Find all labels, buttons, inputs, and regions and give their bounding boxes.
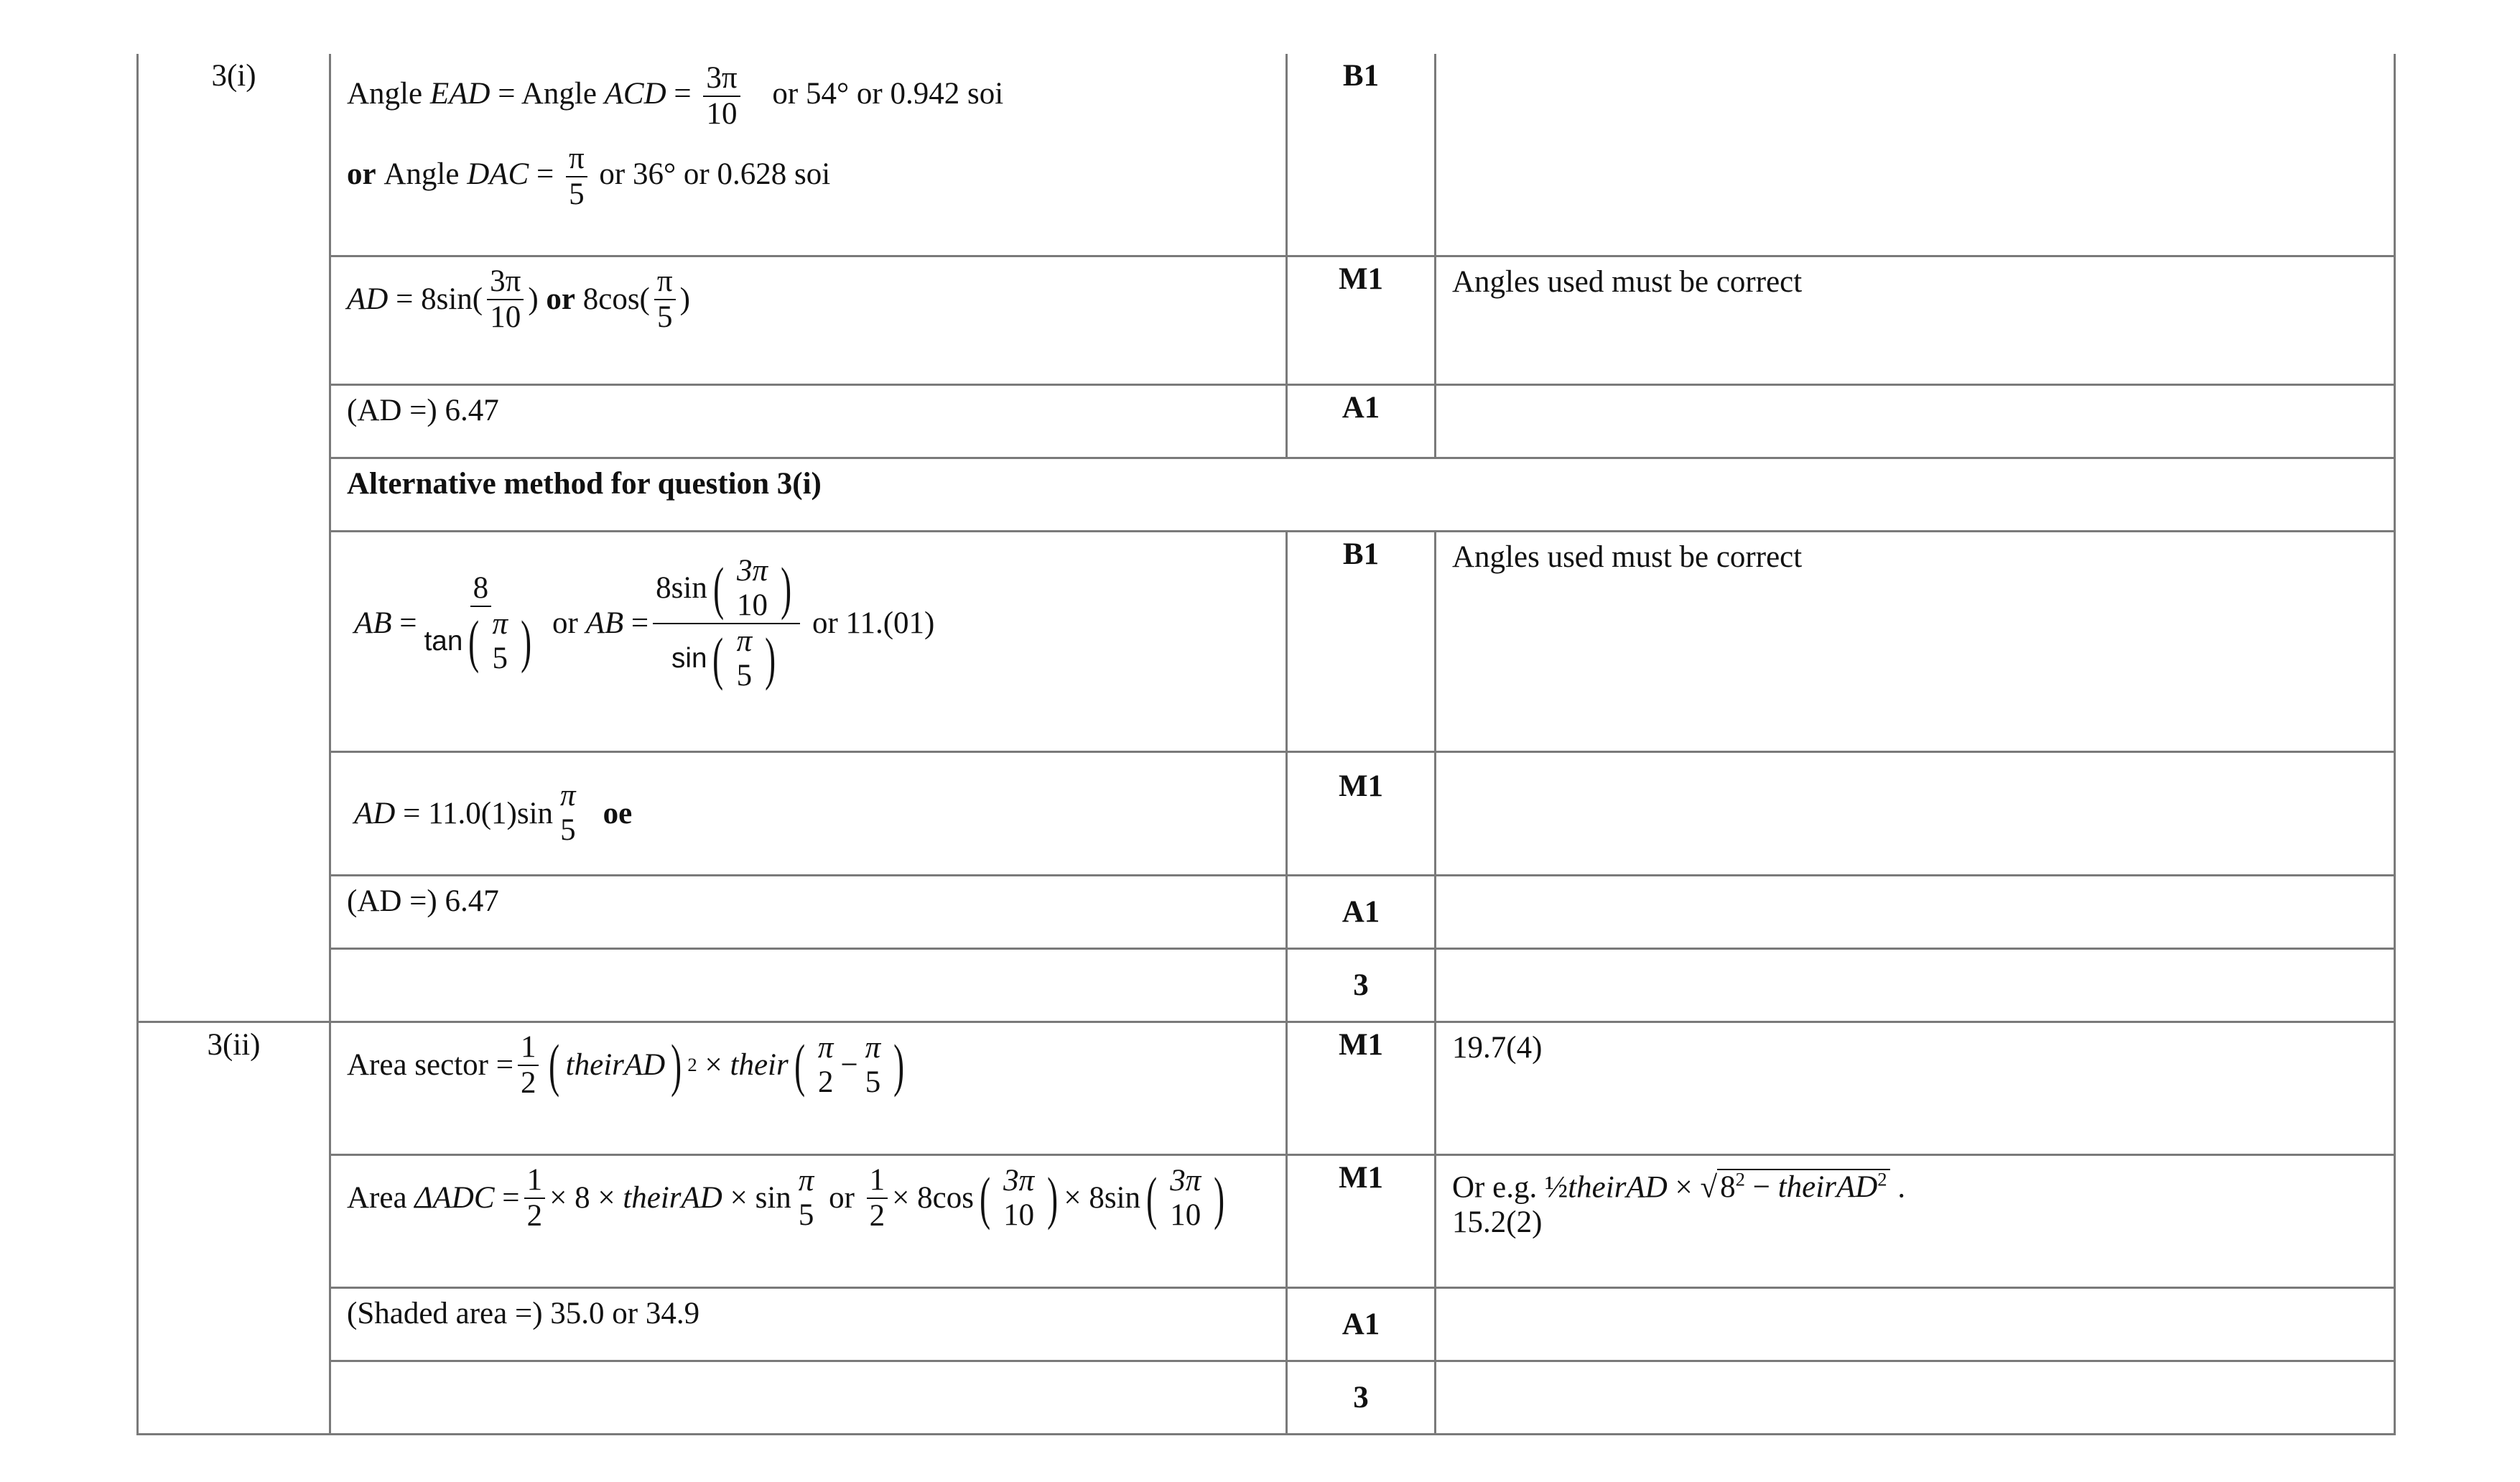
guidance-cell [1436,1361,2395,1434]
mark-scheme-table [136,54,2396,1435]
answer-cell [330,1154,1287,1287]
fraction: 8 tan ( π 5 ) [424,570,532,675]
guidance-cell [1436,384,2395,458]
answer-line: Area sector = $\frac{1}{2}$ ( theirAD ) 2 × their ( π 2 − π 5 ) [347,1029,905,1100]
answer-cell [330,256,1287,384]
mark-total: 3 [1287,1361,1436,1434]
answer-line: AD = 8sin( $\frac{3\pi}{10}$ ) or 8cos( $\frac{\pi}{5}$ ) [347,264,690,334]
mark-cell: M1 [1287,1022,1436,1154]
guidance-cell: Angles used must be correct [1436,256,2395,384]
question-label: 3(ii) [207,1027,261,1062]
fraction: $\frac{1}{2}$ [524,1163,546,1233]
fraction: π 5 [798,1163,814,1232]
answer-line: Area ΔADC = $\frac{1}{2}$ × 8 × theirAD × sin π 5 or $\frac{1}{2}$ × 8cos ( 3π 10 ) × 8sin ( 3π 10 ) [347,1162,1225,1233]
question-number [138,1022,330,1434]
alternative-method-heading: Alternative method for question 3(i) [330,458,2395,531]
guidance-cell [1436,54,2395,256]
answer-line: Angle EAD = Angle ACD = $\frac{3\pi}{10}$ or 54° or 0.942 soi [347,61,1004,131]
answer-cell [330,948,1287,1022]
table-row [138,1287,2395,1361]
guidance-line: Or e.g. ½theirAD × $√8^2$ − theirAD$^2$ . [1452,1168,1906,1204]
table-row [138,1154,2395,1287]
fraction: $\frac{1}{2}$ [867,1163,888,1233]
table-row [138,256,2395,384]
table-row [138,458,2395,531]
question-label: 3(i) [211,59,256,93]
answer-cell [330,1022,1287,1154]
table-row [138,384,2395,458]
table-row [138,948,2395,1022]
fraction: $\frac{\pi}{5}$ [566,142,587,212]
table-row [138,751,2395,875]
table-row [138,1022,2395,1154]
mark-cell: M1 [1287,1154,1436,1287]
fraction: $\frac{3\pi}{10}$ [703,61,740,131]
table-row [138,875,2395,948]
mark-cell: B1 [1287,54,1436,256]
fraction: π 5 [865,1030,881,1099]
table-row [138,54,2395,256]
answer-cell [330,531,1287,751]
guidance-cell [1436,1287,2395,1361]
guidance-cell [1436,751,2395,875]
guidance-cell: 19.7(4) [1436,1022,2395,1154]
mark-cell: M1 [1287,256,1436,384]
fraction: $\frac{\pi}{5}$ [654,264,676,335]
answer-cell [330,54,1287,256]
answer-line: or Angle DAC = $\frac{\pi}{5}$ or 36° or 0.628 soi [347,142,831,212]
fraction: π 2 [817,1030,834,1099]
guidance-cell [1436,875,2395,948]
guidance-cell [1436,1154,2395,1287]
mark-total: 3 [1287,948,1436,1022]
question-number [138,54,330,1022]
mark-cell: B1 [1287,531,1436,751]
mark-cell: A1 [1287,1287,1436,1361]
fraction: 8sin ( 3π 10 ) sin ( π 5 ) [653,554,800,694]
answer-cell: (AD =) 6.47 [330,875,1287,948]
guidance-cell [1436,948,2395,1022]
answer-line: AD = 11.0(1)sin π 5 oe [354,778,633,847]
answer-cell: (AD =) 6.47 [330,384,1287,458]
guidance-line: 15.2(2) [1452,1205,1543,1239]
mark-cell: A1 [1287,384,1436,458]
fraction: 3π 10 [1003,1163,1035,1232]
mark-cell: A1 [1287,875,1436,948]
answer-cell: (Shaded area =) 35.0 or 34.9 [330,1287,1287,1361]
fraction: 3π 10 [1170,1163,1201,1232]
fraction: π 5 [560,778,576,847]
table-row [138,1361,2395,1434]
answer-line: AB = 8 tan ( π 5 ) or AB = 8sin ( 3π 10 ) sin ( π 5 ) or 11.(01) [354,553,935,693]
fraction: $\frac{1}{2}$ [518,1030,539,1101]
fraction: $\frac{3\pi}{10}$ [487,264,524,335]
answer-cell [330,1361,1287,1434]
mark-cell: M1 [1287,751,1436,875]
answer-cell [330,751,1287,875]
guidance-cell: Angles used must be correct [1436,531,2395,751]
table-row [138,531,2395,751]
